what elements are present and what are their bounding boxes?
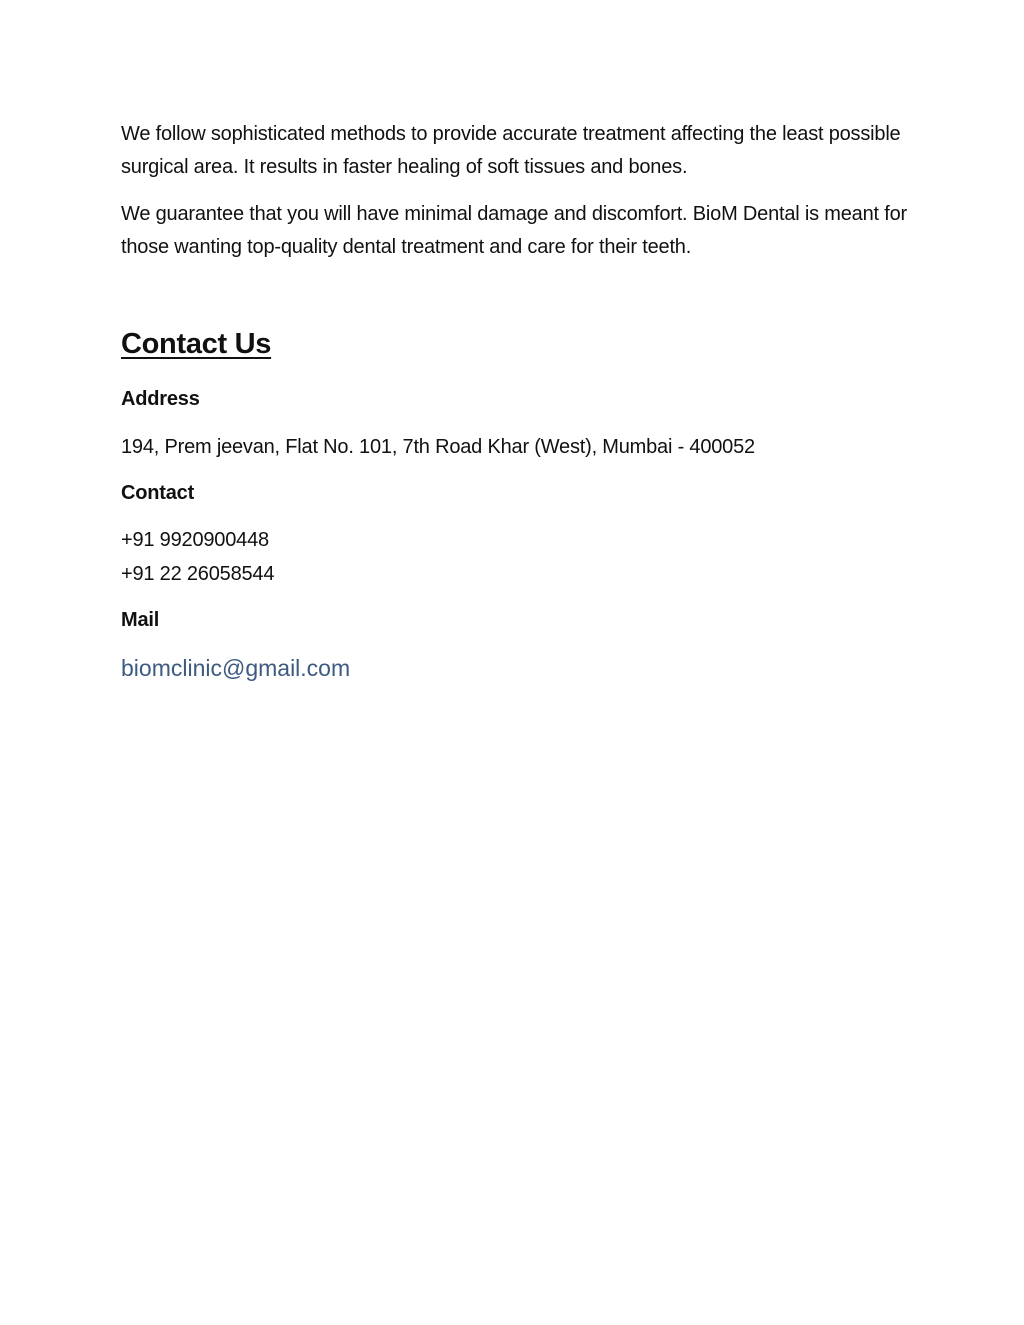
phone-number-2: +91 22 26058544: [121, 563, 275, 585]
intro-paragraph-2: We guarantee that you will have minimal damage and discomfort. BioM Dental is meant for those wanting top-quality dental treatment and care for their teeth.: [121, 203, 907, 258]
contact-us-heading: Contact Us: [121, 328, 272, 360]
mail-link[interactable]: biomclinic@gmail.com: [121, 655, 351, 681]
contact-label: Contact: [121, 482, 195, 504]
intro-paragraph-1: We follow sophisticated methods to provide accurate treatment affecting the least possible surgical area. It results in faster healing of soft tissues and bones.: [121, 123, 901, 178]
address-value: 194, Prem jeevan, Flat No. 101, 7th Road Khar (West), Mumbai - 400052: [121, 436, 755, 458]
document-page: [121, 118, 921, 681]
address-label: Address: [121, 388, 200, 410]
mail-label: Mail: [121, 609, 160, 631]
phone-number-1: +91 9920900448: [121, 529, 269, 551]
